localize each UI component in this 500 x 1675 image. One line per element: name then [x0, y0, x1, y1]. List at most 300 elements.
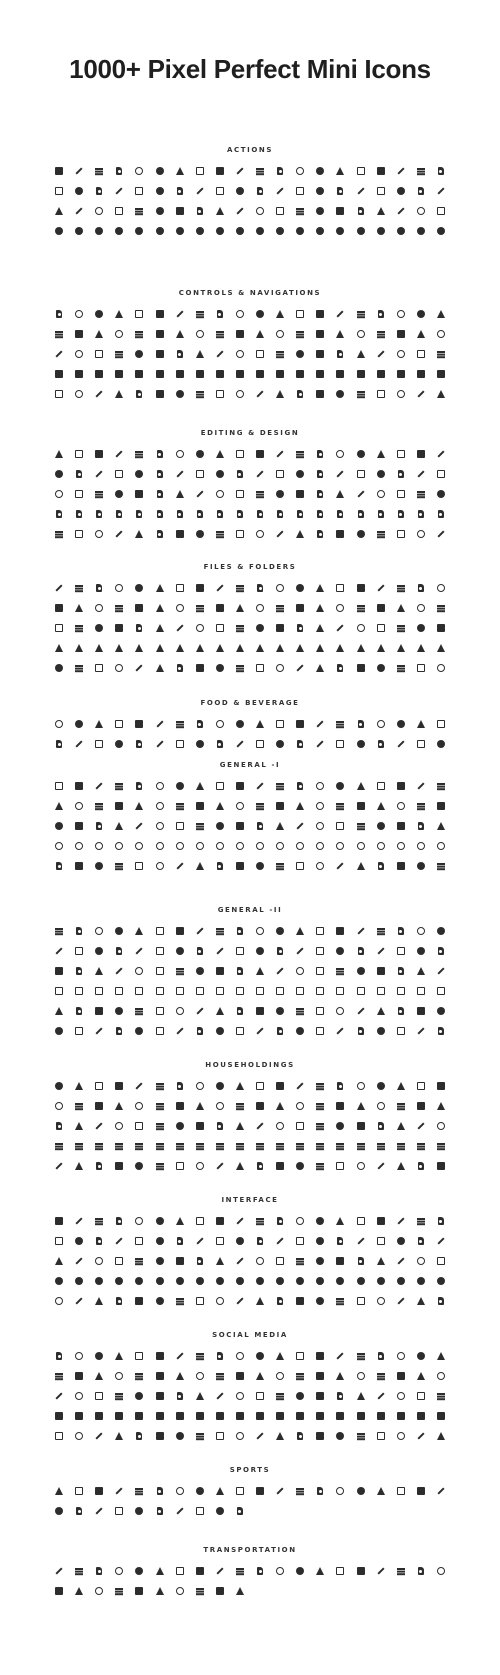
mini-icon: [55, 1277, 63, 1285]
mini-icon: [216, 1567, 224, 1575]
mini-icon: [156, 802, 164, 810]
section-title: SOCIAL MEDIA: [212, 1331, 288, 1339]
mini-icon: [216, 947, 224, 955]
mini-icon: [95, 1412, 103, 1420]
mini-icon: [196, 1277, 204, 1285]
mini-icon: [216, 350, 224, 358]
mini-icon: [256, 1487, 264, 1495]
mini-icon: [55, 1007, 63, 1015]
mini-icon: [95, 1007, 103, 1015]
mini-icon: [156, 987, 164, 995]
mini-icon: [75, 470, 83, 478]
mini-icon: [115, 1162, 123, 1170]
mini-icon: [75, 1297, 83, 1305]
mini-icon: [397, 1392, 405, 1400]
mini-icon: [55, 1027, 63, 1035]
mini-icon: [75, 1217, 83, 1225]
mini-icon: [397, 1567, 405, 1575]
mini-icon: [316, 644, 324, 652]
mini-icon: [397, 927, 405, 935]
mini-icon: [196, 1372, 204, 1380]
section-title: SPORTS: [229, 1466, 271, 1474]
mini-icon: [55, 1432, 63, 1440]
mini-icon: [316, 450, 324, 458]
mini-icon: [276, 370, 284, 378]
mini-icon: [397, 1027, 405, 1035]
mini-icon: [357, 1142, 365, 1150]
mini-icon: [176, 1297, 184, 1305]
section-controls-navigations: [0, 288, 500, 298]
mini-icon: [176, 330, 184, 338]
section-title: ACTIONS: [227, 146, 273, 154]
mini-icon: [316, 1352, 324, 1360]
mini-icon: [236, 1162, 244, 1170]
mini-icon: [276, 947, 284, 955]
mini-icon: [357, 1102, 365, 1110]
mini-icon: [55, 1237, 63, 1245]
mini-icon: [256, 1007, 264, 1015]
mini-icon: [95, 1122, 103, 1130]
mini-icon: [216, 510, 224, 518]
mini-icon: [276, 490, 284, 498]
mini-icon: [256, 604, 264, 612]
mini-icon: [216, 927, 224, 935]
mini-icon: [176, 227, 184, 235]
mini-icon: [377, 664, 385, 672]
mini-icon: [95, 490, 103, 498]
mini-icon: [196, 370, 204, 378]
mini-icon: [236, 1392, 244, 1400]
mini-icon: [135, 1372, 143, 1380]
mini-icon: [216, 1587, 224, 1595]
mini-icon: [417, 604, 425, 612]
mini-icon: [397, 644, 405, 652]
mini-icon: [377, 530, 385, 538]
mini-icon: [377, 490, 385, 498]
mini-icon: [156, 1162, 164, 1170]
mini-icon: [256, 624, 264, 632]
mini-icon: [236, 390, 244, 398]
mini-icon: [336, 720, 344, 728]
mini-icon: [156, 947, 164, 955]
mini-icon: [316, 207, 324, 215]
mini-icon: [176, 644, 184, 652]
mini-icon: [437, 1392, 445, 1400]
mini-icon: [156, 510, 164, 518]
mini-icon: [397, 782, 405, 790]
mini-icon: [377, 227, 385, 235]
mini-icon: [377, 1122, 385, 1130]
mini-icon: [357, 370, 365, 378]
mini-icon: [156, 1102, 164, 1110]
mini-icon: [55, 1507, 63, 1515]
mini-icon: [437, 1122, 445, 1130]
mini-icon: [176, 1487, 184, 1495]
mini-icon: [55, 187, 63, 195]
mini-icon: [156, 1372, 164, 1380]
mini-icon: [216, 584, 224, 592]
mini-icon: [276, 927, 284, 935]
mini-icon: [357, 1082, 365, 1090]
mini-icon: [357, 310, 365, 318]
mini-icon: [75, 624, 83, 632]
mini-icon: [336, 1162, 344, 1170]
mini-icon: [135, 1277, 143, 1285]
mini-icon: [95, 187, 103, 195]
mini-icon: [115, 1122, 123, 1130]
mini-icon: [336, 862, 344, 870]
mini-icon: [296, 490, 304, 498]
mini-icon: [377, 604, 385, 612]
mini-icon: [276, 1277, 284, 1285]
mini-icon: [397, 1257, 405, 1265]
mini-icon: [115, 1432, 123, 1440]
mini-icon: [95, 802, 103, 810]
mini-icon: [156, 1507, 164, 1515]
mini-icon: [135, 740, 143, 748]
mini-icon: [276, 842, 284, 850]
mini-icon: [336, 1432, 344, 1440]
mini-icon: [216, 664, 224, 672]
section-title: FILES & FOLDERS: [203, 563, 297, 571]
mini-icon: [135, 490, 143, 498]
mini-icon: [216, 1082, 224, 1090]
mini-icon: [256, 350, 264, 358]
mini-icon: [316, 510, 324, 518]
mini-icon: [336, 1487, 344, 1495]
mini-icon: [95, 450, 103, 458]
mini-icon: [276, 1432, 284, 1440]
mini-icon: [296, 310, 304, 318]
mini-icon: [135, 1027, 143, 1035]
mini-icon: [95, 1162, 103, 1170]
mini-icon: [357, 987, 365, 995]
mini-icon: [316, 604, 324, 612]
mini-icon: [296, 927, 304, 935]
mini-icon: [397, 490, 405, 498]
mini-icon: [336, 310, 344, 318]
mini-icon: [256, 862, 264, 870]
mini-icon: [95, 227, 103, 235]
mini-icon: [115, 1412, 123, 1420]
mini-icon: [95, 330, 103, 338]
mini-icon: [316, 1102, 324, 1110]
mini-icon: [176, 1412, 184, 1420]
mini-icon: [417, 530, 425, 538]
mini-icon: [377, 1352, 385, 1360]
mini-icon: [417, 310, 425, 318]
mini-icon: [115, 1082, 123, 1090]
mini-icon: [176, 1352, 184, 1360]
mini-icon: [236, 350, 244, 358]
mini-icon: [176, 1082, 184, 1090]
mini-icon: [75, 584, 83, 592]
mini-icon: [156, 967, 164, 975]
mini-icon: [377, 207, 385, 215]
mini-icon: [357, 1372, 365, 1380]
mini-icon: [296, 510, 304, 518]
mini-icon: [256, 167, 264, 175]
mini-icon: [115, 1237, 123, 1245]
mini-icon: [176, 1507, 184, 1515]
mini-icon: [115, 1352, 123, 1360]
mini-icon: [336, 1257, 344, 1265]
mini-icon: [336, 1297, 344, 1305]
mini-icon: [236, 530, 244, 538]
mini-icon: [437, 1412, 445, 1420]
mini-icon: [216, 1217, 224, 1225]
mini-icon: [276, 1217, 284, 1225]
mini-icon: [377, 470, 385, 478]
mini-icon: [156, 624, 164, 632]
mini-icon: [296, 1122, 304, 1130]
mini-icon: [357, 207, 365, 215]
mini-icon: [417, 1297, 425, 1305]
mini-icon: [437, 1142, 445, 1150]
mini-icon: [176, 1162, 184, 1170]
mini-icon: [336, 187, 344, 195]
mini-icon: [256, 1142, 264, 1150]
mini-icon: [55, 584, 63, 592]
mini-icon: [236, 1587, 244, 1595]
mini-icon: [176, 450, 184, 458]
mini-icon: [216, 967, 224, 975]
mini-icon: [196, 720, 204, 728]
mini-icon: [357, 1487, 365, 1495]
mini-icon: [377, 330, 385, 338]
mini-icon: [196, 604, 204, 612]
mini-icon: [156, 1122, 164, 1130]
mini-icon: [135, 390, 143, 398]
mini-icon: [55, 644, 63, 652]
mini-icon: [95, 624, 103, 632]
mini-icon: [95, 1392, 103, 1400]
mini-icon: [156, 927, 164, 935]
mini-icon: [176, 1102, 184, 1110]
mini-icon: [357, 644, 365, 652]
mini-icon: [397, 862, 405, 870]
mini-icon: [115, 624, 123, 632]
mini-icon: [377, 947, 385, 955]
mini-icon: [55, 740, 63, 748]
mini-icon: [156, 1027, 164, 1035]
mini-icon: [55, 1122, 63, 1130]
mini-icon: [397, 510, 405, 518]
mini-icon: [417, 1122, 425, 1130]
mini-icon: [75, 740, 83, 748]
mini-icon: [296, 947, 304, 955]
mini-icon: [55, 1102, 63, 1110]
mini-icon: [75, 350, 83, 358]
section-title: EDITING & DESIGN: [200, 429, 300, 437]
mini-icon: [437, 947, 445, 955]
mini-icon: [437, 1567, 445, 1575]
mini-icon: [196, 1237, 204, 1245]
mini-icon: [296, 584, 304, 592]
mini-icon: [176, 1567, 184, 1575]
mini-icon: [236, 227, 244, 235]
mini-icon: [397, 624, 405, 632]
mini-icon: [135, 664, 143, 672]
mini-icon: [397, 330, 405, 338]
mini-icon: [236, 1567, 244, 1575]
mini-icon: [75, 1587, 83, 1595]
mini-icon: [216, 782, 224, 790]
mini-icon: [156, 530, 164, 538]
mini-icon: [176, 1142, 184, 1150]
mini-icon: [236, 967, 244, 975]
mini-icon: [256, 1257, 264, 1265]
mini-icon: [336, 802, 344, 810]
mini-icon: [336, 740, 344, 748]
mini-icon: [236, 1297, 244, 1305]
mini-icon: [135, 1007, 143, 1015]
mini-icon: [296, 1257, 304, 1265]
mini-icon: [377, 782, 385, 790]
mini-icon: [176, 720, 184, 728]
mini-icon: [437, 927, 445, 935]
mini-icon: [316, 967, 324, 975]
mini-icon: [75, 967, 83, 975]
section-editing-design: [0, 428, 500, 438]
mini-icon: [397, 207, 405, 215]
mini-icon: [236, 167, 244, 175]
mini-icon: [437, 330, 445, 338]
mini-icon: [135, 1257, 143, 1265]
mini-icon: [176, 1432, 184, 1440]
mini-icon: [357, 1257, 365, 1265]
mini-icon: [417, 510, 425, 518]
mini-icon: [156, 822, 164, 830]
mini-icon: [95, 1027, 103, 1035]
mini-icon: [156, 782, 164, 790]
mini-icon: [216, 1142, 224, 1150]
mini-icon: [417, 584, 425, 592]
mini-icon: [236, 862, 244, 870]
mini-icon: [216, 1027, 224, 1035]
mini-icon: [135, 967, 143, 975]
mini-icon: [216, 450, 224, 458]
mini-icon: [95, 1082, 103, 1090]
mini-icon: [75, 1432, 83, 1440]
mini-icon: [115, 1257, 123, 1265]
mini-icon: [256, 1432, 264, 1440]
section-interface: [0, 1195, 500, 1205]
mini-icon: [196, 740, 204, 748]
mini-icon: [276, 720, 284, 728]
mini-icon: [276, 644, 284, 652]
mini-icon: [397, 967, 405, 975]
mini-icon: [156, 450, 164, 458]
mini-icon: [95, 604, 103, 612]
mini-icon: [95, 470, 103, 478]
mini-icon: [336, 1122, 344, 1130]
mini-icon: [115, 927, 123, 935]
mini-icon: [397, 187, 405, 195]
mini-icon: [196, 350, 204, 358]
mini-icon: [417, 782, 425, 790]
mini-icon: [75, 450, 83, 458]
mini-icon: [236, 1237, 244, 1245]
mini-icon: [336, 624, 344, 632]
section-title: GENERAL -II: [217, 906, 283, 914]
mini-icon: [236, 1412, 244, 1420]
mini-icon: [115, 782, 123, 790]
mini-icon: [417, 390, 425, 398]
mini-icon: [55, 1372, 63, 1380]
mini-icon: [115, 530, 123, 538]
mini-icon: [216, 207, 224, 215]
mini-icon: [196, 470, 204, 478]
mini-icon: [437, 842, 445, 850]
mini-icon: [156, 1082, 164, 1090]
mini-icon: [216, 1007, 224, 1015]
mini-icon: [296, 1277, 304, 1285]
mini-icon: [176, 782, 184, 790]
mini-icon: [75, 1122, 83, 1130]
mini-icon: [196, 1217, 204, 1225]
mini-icon: [95, 822, 103, 830]
mini-icon: [296, 1352, 304, 1360]
mini-icon: [95, 530, 103, 538]
mini-icon: [156, 664, 164, 672]
mini-icon: [95, 1142, 103, 1150]
mini-icon: [216, 1122, 224, 1130]
mini-icon: [75, 1372, 83, 1380]
mini-icon: [296, 1237, 304, 1245]
mini-icon: [95, 782, 103, 790]
mini-icon: [55, 470, 63, 478]
mini-icon: [75, 664, 83, 672]
mini-icon: [95, 584, 103, 592]
mini-icon: [176, 187, 184, 195]
mini-icon: [115, 450, 123, 458]
mini-icon: [236, 1372, 244, 1380]
mini-icon: [135, 187, 143, 195]
mini-icon: [276, 740, 284, 748]
mini-icon: [115, 310, 123, 318]
mini-icon: [196, 1412, 204, 1420]
mini-icon: [216, 1162, 224, 1170]
mini-icon: [196, 584, 204, 592]
mini-icon: [357, 1392, 365, 1400]
mini-icon: [397, 1122, 405, 1130]
mini-icon: [437, 470, 445, 478]
mini-icon: [115, 862, 123, 870]
mini-icon: [156, 1257, 164, 1265]
mini-icon: [55, 927, 63, 935]
mini-icon: [357, 624, 365, 632]
mini-icon: [336, 1007, 344, 1015]
mini-icon: [417, 490, 425, 498]
mini-icon: [135, 330, 143, 338]
mini-icon: [316, 1162, 324, 1170]
mini-icon: [397, 470, 405, 478]
mini-icon: [417, 1412, 425, 1420]
mini-icon: [357, 782, 365, 790]
mini-icon: [216, 187, 224, 195]
mini-icon: [55, 1567, 63, 1575]
mini-icon: [115, 370, 123, 378]
mini-icon: [336, 1237, 344, 1245]
section-general-ii: [0, 905, 500, 915]
mini-icon: [95, 927, 103, 935]
mini-icon: [216, 1257, 224, 1265]
mini-icon: [95, 862, 103, 870]
mini-icon: [156, 1487, 164, 1495]
mini-icon: [316, 1007, 324, 1015]
mini-icon: [176, 1392, 184, 1400]
